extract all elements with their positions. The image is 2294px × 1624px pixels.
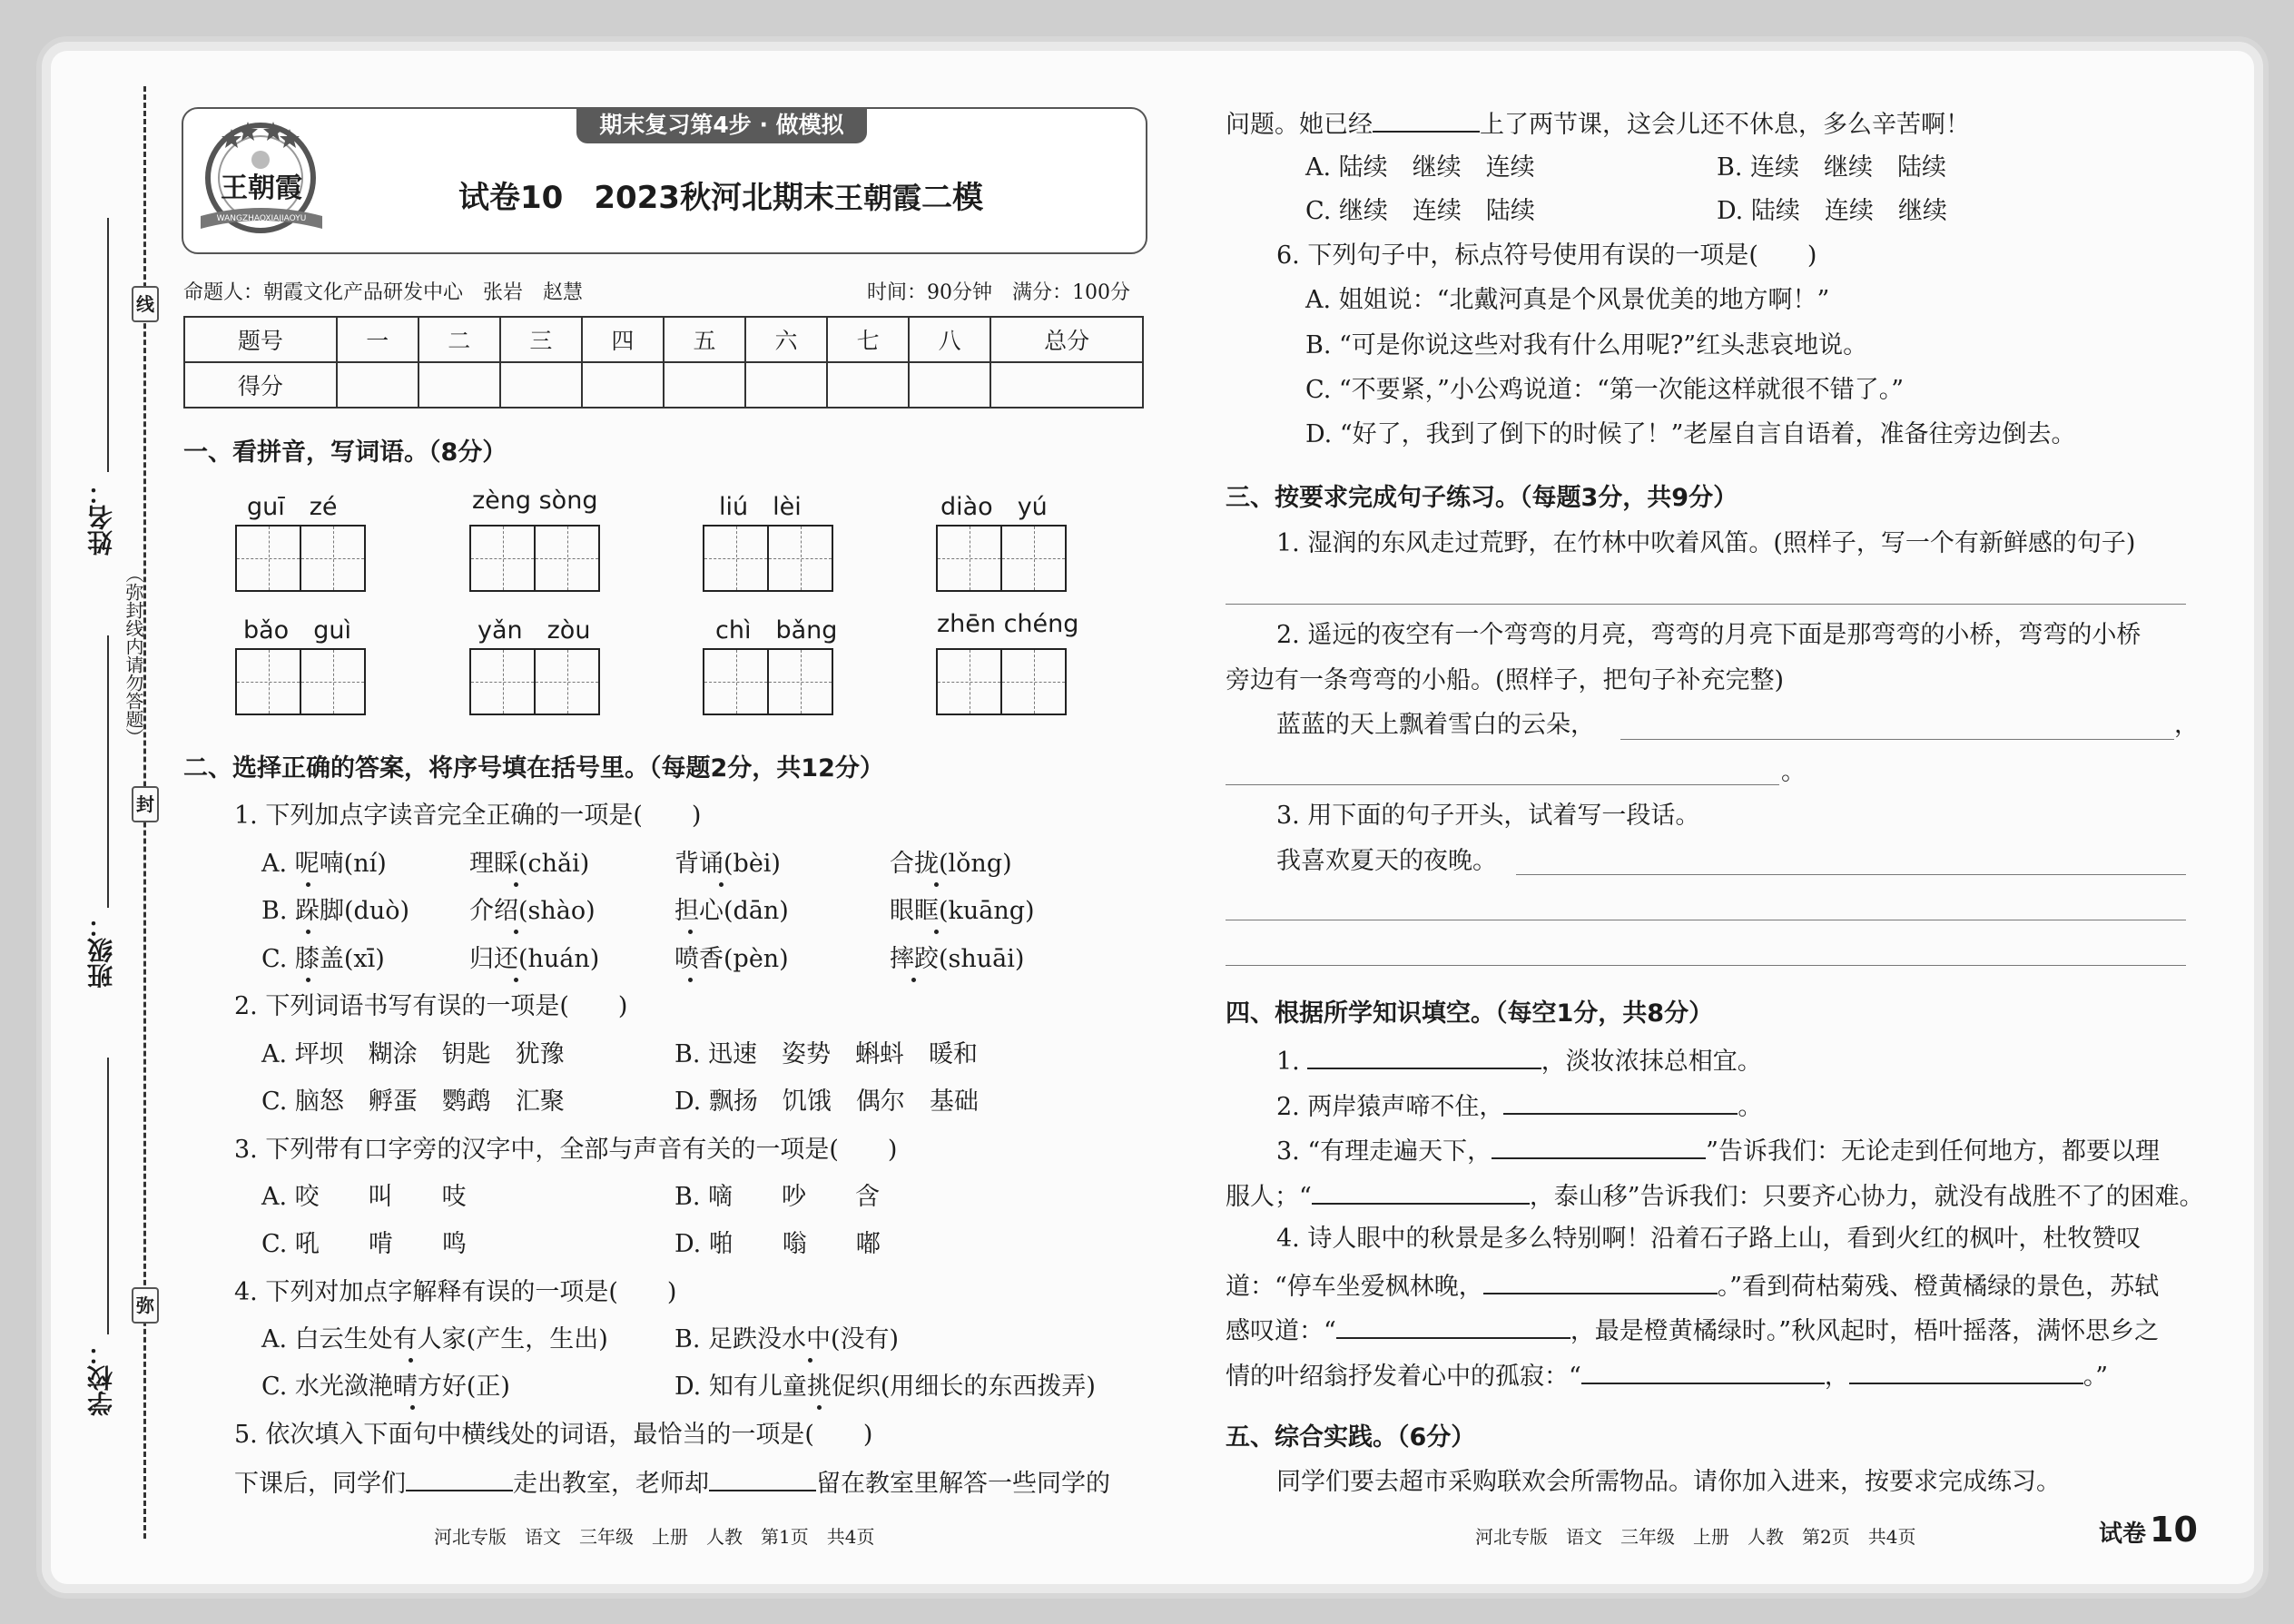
s4-q4a: 4. 诗人眼中的秋景是多么特别啊！沿着石子路上山，看到火红的枫叶，杜牧赞叹 (1276, 1225, 2141, 1253)
s4-q4b (1226, 1269, 2159, 1303)
emphasis-dot (306, 882, 310, 887)
char-grid-8[interactable] (936, 648, 1067, 715)
q5-text-2: 走出教室，老师却 (513, 1470, 709, 1498)
q1-opt: C. 膝盖(xī) (261, 945, 385, 973)
s4-q4d-tail: 。” (2082, 1363, 2109, 1391)
s4-blank-6[interactable] (1336, 1314, 1570, 1339)
score-cell: 题号 (184, 317, 337, 362)
s4-blank-7[interactable] (1581, 1359, 1825, 1384)
s3-q2c: 蓝蓝的天上飘着雪白的云朵， (1276, 711, 1595, 739)
q2-opt: A. 坪坝 糊涂 钥匙 犹豫 (261, 1040, 565, 1068)
score-input[interactable] (418, 362, 500, 408)
s4-q4d-head: 情的叶绍翁抒发着心中的孤寂：“ (1226, 1363, 1581, 1391)
score-cell: 六 (745, 317, 827, 362)
s4-q4c (1226, 1314, 2159, 1347)
score-input[interactable] (582, 362, 664, 408)
char-grid-2[interactable] (469, 525, 600, 592)
score-cell: 三 (500, 317, 582, 362)
s3-q3-line-1[interactable] (1516, 874, 2186, 875)
s4-q4d-mid: ， (1824, 1363, 1849, 1391)
emphasis-dot (934, 930, 939, 934)
emphasis-dot (688, 978, 693, 982)
page-title-brand: 王朝霞 (833, 181, 921, 215)
emphasis-dot (911, 978, 916, 982)
s2-q2: 2. 下列词语书写有误的一项是( ) (234, 992, 628, 1020)
seal-tag-mi: 弥 (132, 1287, 159, 1324)
q5-opt: A. 陆续 继续 连续 (1305, 153, 1535, 182)
pinyin-6: yǎn zòu (478, 616, 591, 645)
q2-opt: B. 迅速 姿势 蝌蚪 暖和 (674, 1040, 979, 1068)
pinyin-2: zèng sòng (472, 487, 598, 515)
char-grid-3[interactable] (703, 525, 833, 592)
s3-q2-blank-1[interactable] (1620, 739, 2174, 740)
school-line[interactable] (107, 1058, 109, 1334)
q5-text-3: 留在教室里解答一些同学的 (816, 1470, 1110, 1498)
score-input[interactable] (664, 362, 745, 408)
q6-opt: A. 姐姐说：“北戴河真是个风景优美的地方啊！” (1305, 286, 1830, 314)
s4-blank-1[interactable] (1307, 1044, 1541, 1069)
header-banner: 期末复习第4步 · 做模拟 (576, 107, 867, 143)
school-label: 学校： (86, 1340, 116, 1416)
s4-q3b (1226, 1179, 2204, 1213)
s4-q1 (1276, 1044, 1762, 1078)
score-cell: 二 (418, 317, 500, 362)
s2-q5: 5. 依次填入下面句中横线处的词语，最恰当的一项是( ) (234, 1421, 873, 1449)
score-cell: 八 (909, 317, 990, 362)
score-cell: 得分 (184, 362, 337, 408)
class-line[interactable] (107, 635, 109, 908)
score-cell: 五 (664, 317, 745, 362)
s4-q4c-tail: ，最是橙黄橘绿时。”秋风起时，梧叶摇落，满怀思乡之 (1570, 1317, 2160, 1345)
q5-opt: D. 陆续 连续 继续 (1717, 197, 1947, 225)
q5-text-1: 下课后，同学们 (234, 1470, 406, 1498)
s2-q6: 6. 下列句子中，标点符号使用有误的一项是( ) (1276, 241, 1817, 270)
pinyin-5: bǎo guì (243, 616, 351, 645)
score-input[interactable] (745, 362, 827, 408)
page-title-main: 试卷10 2023秋河北期末 (458, 180, 834, 216)
char-grid-6[interactable] (469, 648, 600, 715)
q1-opt: A. 呢喃(ní) (261, 850, 387, 878)
s4-q4d (1226, 1359, 2108, 1393)
section5-heading: 五、综合实践。（6分） (1226, 1423, 1476, 1452)
score-table (183, 316, 1144, 408)
s4-blank-2[interactable] (1503, 1089, 1738, 1115)
q5-cont-text-a: 问题。她已经 (1226, 111, 1373, 139)
emphasis-dot (808, 1358, 812, 1363)
brand-logo-subtext: WANGZHAOXIAJIAOYU (216, 214, 307, 223)
footer-right: 河北专版 语文 三年级 上册 人教 第2页 共4页 (1475, 1526, 1916, 1548)
s4-q1-tail: ，淡妆浓抹总相宜。 (1541, 1048, 1762, 1076)
s4-q2-head: 2. 两岸猿声啼不住， (1276, 1093, 1504, 1121)
char-grid-5[interactable] (235, 648, 366, 715)
pinyin-7: chì bǎng (715, 616, 838, 645)
score-cell: 一 (337, 317, 418, 362)
exam-authors: 命题人：朝霞文化产品研发中心 张岩 赵慧 (183, 281, 584, 304)
s5-intro: 同学们要去超市采购联欢会所需物品。请你加入进来，按要求完成练习。 (1276, 1468, 2061, 1496)
s4-q2-tail: 。 (1738, 1093, 1763, 1121)
score-input[interactable] (500, 362, 582, 408)
emphasis-dot (514, 882, 518, 887)
s4-blank-4[interactable] (1312, 1179, 1530, 1205)
q4-opt: D. 知有儿童挑促织(用细长的东西拨弄) (674, 1373, 1096, 1401)
section4-heading: 四、根据所学知识填空。（每空1分，共8分） (1226, 999, 1714, 1028)
char-grid-4[interactable] (936, 525, 1067, 592)
s3-q1-answer-line[interactable] (1226, 604, 2186, 605)
score-value-row (184, 362, 1143, 408)
s3-q3a: 3. 用下面的句子开头，试着写一段话。 (1276, 802, 1700, 830)
emphasis-dot (410, 1405, 415, 1410)
pinyin-4: diào yú (940, 493, 1048, 521)
char-grid-7[interactable] (703, 648, 833, 715)
pinyin-3: liú lèi (719, 493, 802, 521)
q5-cont-text-b: 上了两节课，这会儿还不休息，多么辛苦啊！ (1480, 111, 1970, 139)
section2-heading: 二、选择正确的答案，将序号填在括号里。（每题2分，共12分） (183, 754, 884, 782)
q6-opt: B. “可是你说这些对我有什么用呢?”红头悲哀地说。 (1305, 331, 1868, 359)
class-label: 班级： (86, 912, 116, 989)
s4-q3-head: 3. “有理走遍天下， (1276, 1137, 1492, 1166)
q1-opt: 合拢(lǒng) (890, 850, 1012, 878)
brand-logo-text: 王朝霞 (221, 172, 302, 204)
emphasis-dot (306, 930, 310, 934)
footer-left: 河北专版 语文 三年级 上册 人教 第1页 共4页 (434, 1526, 875, 1548)
s4-q3-tail: ”告诉我们：无论走到任何地方，都要以理 (1706, 1137, 2160, 1166)
s4-q3b-tail: ，泰山移”告诉我们：只要齐心协力，就没有战胜不了的困难。 (1529, 1183, 2204, 1211)
q1-opt: 眼眶(kuāng) (890, 897, 1035, 925)
seal-tag-xian: 线 (132, 286, 159, 322)
score-cell: 四 (582, 317, 664, 362)
s4-q4c-head: 感叹道：“ (1226, 1317, 1336, 1345)
badge-label: 试卷 (2099, 1521, 2147, 1548)
q1-opt: 担心(dān) (674, 897, 789, 925)
emphasis-dot (688, 930, 693, 934)
s3-q2-blank-2[interactable] (1226, 784, 1779, 785)
s3-q2-end-comma: ， (2174, 711, 2199, 739)
section3-heading: 三、按要求完成句子练习。（每题3分，共9分） (1226, 484, 1738, 512)
s4-q4b-tail: 。”看到荷枯菊残、橙黄橘绿的景色，苏轼 (1717, 1273, 2160, 1301)
q5-blank-2[interactable] (709, 1466, 816, 1491)
q1-opt: 理睬(chǎi) (469, 850, 590, 878)
q2-opt: C. 脑怒 孵蛋 鹦鹉 汇聚 (261, 1088, 565, 1116)
pinyin-1: guī zé (247, 493, 338, 521)
q4-opt: A. 白云生处有人家(产生，生出) (261, 1325, 608, 1353)
q5-opt: C. 继续 连续 陆续 (1305, 197, 1535, 225)
q5-opt: B. 连续 继续 陆续 (1717, 153, 1947, 182)
q1-opt: 摔跤(shuāi) (890, 945, 1025, 973)
q1-opt: 归还(huán) (469, 945, 600, 973)
s3-q3-line-3[interactable] (1226, 965, 2186, 966)
emphasis-dot (934, 882, 939, 887)
score-input[interactable] (909, 362, 990, 408)
page-title (458, 172, 983, 217)
q1-opt: 介绍(shào) (469, 897, 596, 925)
q1-opt: 喷香(pèn) (674, 945, 789, 973)
q6-opt: C. “不要紧，”小公鸡说道：“第一次能这样就很不错了。” (1305, 376, 1905, 404)
q4-opt: C. 水光潋滟晴方好(正) (261, 1373, 510, 1401)
score-input[interactable] (990, 362, 1143, 408)
emphasis-dot (514, 930, 518, 934)
char-grid-1[interactable] (235, 525, 366, 592)
s3-q2-end-period: 。 (1781, 758, 1806, 786)
s2-q4: 4. 下列对加点字解释有误的一项是( ) (234, 1278, 677, 1306)
emphasis-dot (306, 978, 310, 982)
emphasis-dot (719, 882, 724, 887)
q3-opt: C. 吼 啃 鸣 (261, 1230, 467, 1258)
s3-q3b: 我喜欢夏天的夜晚。 (1276, 847, 1497, 875)
score-input[interactable] (337, 362, 418, 408)
s3-q2b: 旁边有一条弯弯的小船。(照样子，把句子补充完整) (1226, 666, 1785, 694)
emphasis-dot (514, 978, 518, 982)
s2-q3: 3. 下列带有口字旁的汉字中，全部与声音有关的一项是( ) (234, 1136, 898, 1164)
s3-q1: 1. 湿润的东风走过荒野，在竹林中吹着风笛。(照样子，写一个有新鲜感的句子) (1276, 529, 2136, 557)
q5-blank-3[interactable] (1373, 107, 1480, 133)
emphasis-dot (817, 1405, 822, 1410)
s2-q1: 1. 下列加点字读音完全正确的一项是( ) (234, 802, 702, 830)
q6-opt: D. “好了，我到了倒下的时候了！”老屋自言自语着，准备往旁边倒去。 (1305, 420, 2076, 448)
s4-blank-8[interactable] (1849, 1359, 2083, 1384)
q2-opt: D. 飘扬 饥饿 偶尔 基础 (674, 1088, 979, 1116)
seal-tag-feng: 封 (132, 786, 159, 822)
q4-opt: B. 足跌没水中(没有) (674, 1325, 900, 1353)
score-input[interactable] (827, 362, 909, 408)
s4-q3 (1276, 1134, 2160, 1167)
s4-q4b-head: 道：“停车坐爱枫林晚， (1226, 1273, 1483, 1301)
section1-heading: 一、看拼音，写词语。（8分） (183, 438, 507, 467)
q3-opt: B. 嘀 吵 含 (674, 1183, 881, 1211)
badge-number: 10 (2150, 1510, 2198, 1550)
page-title-suffix: 二模 (921, 180, 983, 216)
s4-q1-num: 1. (1276, 1048, 1300, 1076)
exam-time: 时间：90分钟 满分：100分 (867, 281, 1130, 304)
s4-q3b-head: 服人；“ (1226, 1183, 1312, 1211)
s4-q2 (1276, 1089, 1762, 1123)
s3-q2a: 2. 遥远的夜空有一个弯弯的月亮，弯弯的月亮下面是那弯弯的小桥，弯弯的小桥 (1276, 621, 2141, 649)
q1-opt: 背诵(bèi) (674, 850, 781, 878)
pinyin-8: zhēn chéng (937, 610, 1079, 638)
score-cell: 七 (827, 317, 909, 362)
q1-opt: B. 跺脚(duò) (261, 897, 410, 925)
emphasis-dot (409, 1358, 413, 1363)
seal-note: （弥封线内请勿答题） (123, 565, 144, 746)
name-label: 姓名： (86, 479, 116, 556)
q3-opt: A. 咬 叫 吱 (261, 1183, 467, 1211)
s2-q5-sentence (234, 1466, 1110, 1500)
q3-opt: D. 啪 嗡 嘟 (674, 1230, 881, 1258)
q5-continued (1226, 107, 1970, 141)
score-header-row (184, 317, 1143, 362)
s4-blank-3[interactable] (1492, 1134, 1706, 1159)
exam-number-badge (2099, 1510, 2198, 1550)
name-line[interactable] (107, 218, 109, 472)
q5-blank-1[interactable] (406, 1466, 513, 1491)
s4-blank-5[interactable] (1483, 1269, 1718, 1294)
score-cell: 总分 (990, 317, 1143, 362)
